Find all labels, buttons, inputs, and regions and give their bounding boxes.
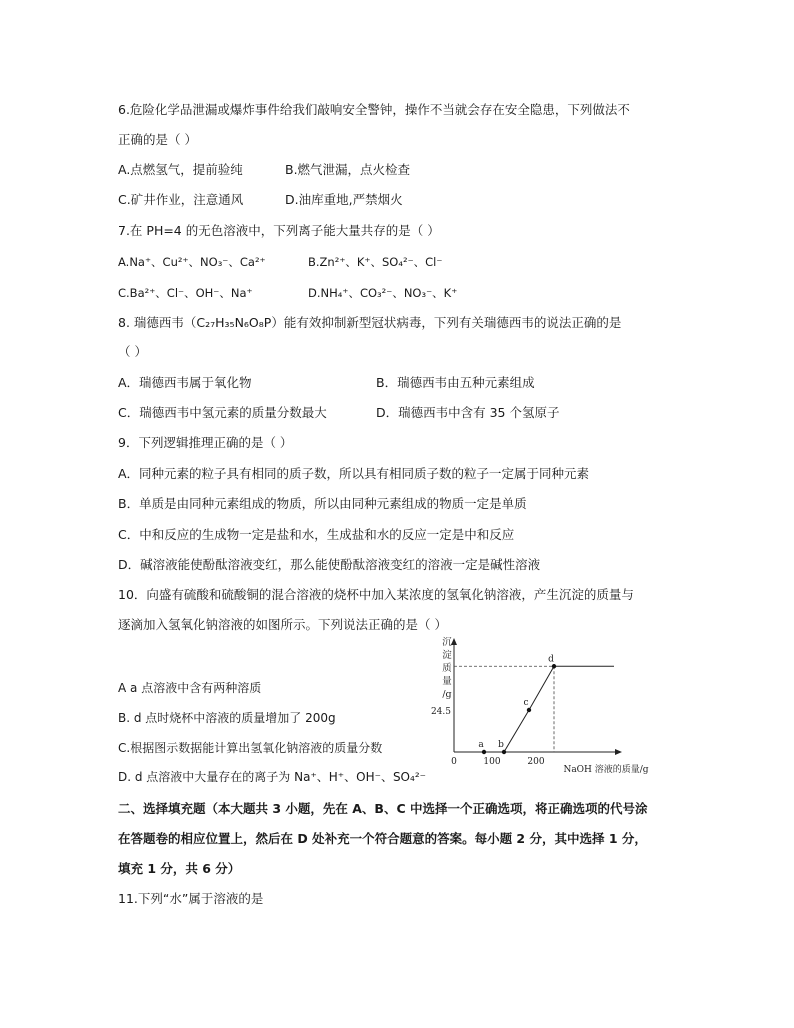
q6-stem-line1: 6.危险化学品泄漏或爆炸事件给我们敲响安全警钟，操作不当就会存在安全隐患，下列做法不 [118,102,630,117]
x-tick-200: 200 [527,757,545,767]
section2-heading-line2: 在答题卷的相应位置上，然后在 D 处补充一个符合题意的答案。每小题 2 分，其中选择 1 分， [118,831,647,846]
precipitate-series [454,654,614,754]
q10-stem-line1: 10．向盛有硫酸和硫酸铜的混合溶液的烧杯中加入某浓度的氢氧化钠溶液，产生沉淀的质量与 [118,587,634,602]
q7-option-a[interactable]: A.Na⁺、Cu²⁺、NO₃⁻、Ca²⁺ [118,255,266,269]
q10-stem-line2: 逐滴加入氢氧化钠溶液的如图所示。下列说法正确的是（ ） [118,617,447,632]
q10-chart [420,634,649,784]
q7-stem: 7.在 PH=4 的无色溶液中，下列离子能大量共存的是（ ） [118,223,440,238]
q7-option-d[interactable]: D.NH₄⁺、CO₃²⁻、NO₃⁻、K⁺ [308,286,458,300]
point-c [527,708,531,712]
point-label-b: b [498,740,504,750]
q9-option-a[interactable]: A．同种元素的粒子具有相同的质子数，所以具有相同质子数的粒子一定属于同种元素 [118,466,590,481]
q10-option-c[interactable]: C.根据图示数据能计算出氢氧化钠溶液的质量分数 [118,741,383,755]
x-axis-arrow [615,749,622,755]
q6-stem-line2: 正确的是（ ） [118,132,197,147]
y-tick-24.5: 24.5 [430,707,451,717]
q9-option-b[interactable]: B．单质是由同种元素组成的物质，所以由同种元素组成的物质一定是单质 [118,496,527,511]
q8-option-d[interactable]: D．瑞德西韦中含有 35 个氢原子 [376,405,560,420]
point-d [552,664,556,668]
y-axis-arrow [451,638,457,645]
q6-options-row2 [118,191,403,209]
q8-stem-line2: （ ） [118,344,147,359]
q7-option-c[interactable]: C.Ba²⁺、Cl⁻、OH⁻、Na⁺ [118,286,253,300]
q7-options-row2 [118,284,457,302]
x-tick-100: 100 [483,757,501,767]
point-b [502,750,506,754]
svg-text:量: 量 [442,676,452,687]
svg-text:/g: /g [442,689,452,700]
q6-option-a[interactable]: A.点燃氢气，提前验纯 [118,162,243,177]
x-tick-0: 0 [451,757,457,767]
q8-stem-line1: 8. 瑞德西韦（C₂₇H₃₅N₆O₈P）能有效抑制新型冠状病毒，下列有关瑞德西韦的说法正确的是 [118,315,622,330]
y-axis-title [442,637,452,700]
point-label-a: a [478,740,484,750]
q11-stem: 11.下列“水”属于溶液的是 [118,891,264,906]
q10-option-a[interactable]: A a 点溶液中含有两种溶质 [118,681,262,695]
q7-option-b[interactable]: B.Zn²⁺、K⁺、SO₄²⁻、Cl⁻ [308,255,443,269]
q9-option-d[interactable]: D．碱溶液能使酚酞溶液变红，那么能使酚酞溶液变红的溶液一定是碱性溶液 [118,557,541,572]
q8-option-b[interactable]: B．瑞德西韦由五种元素组成 [376,375,535,390]
point-label-d: d [548,654,554,665]
q8-option-c[interactable]: C．瑞德西韦中氢元素的质量分数最大 [118,405,327,420]
svg-text:质: 质 [442,663,452,674]
section2-heading-line3: 填充 1 分，共 6 分） [118,861,241,876]
q6-option-b[interactable]: B.燃气泄漏，点火检查 [285,162,411,177]
q8-option-a[interactable]: A．瑞德西韦属于氧化物 [118,375,252,390]
q10-option-d[interactable]: D. d 点溶液中大量存在的离子为 Na⁺、H⁺、OH⁻、SO₄²⁻ [118,770,426,784]
point-label-c: c [523,698,529,708]
q8-options-row1 [118,374,535,392]
svg-text:淀: 淀 [442,650,452,661]
svg-text:沉: 沉 [442,637,452,648]
section2-heading-line1: 二、选择填充题（本大题共 3 小题，先在 A、B、C 中选择一个正确选项，将正确选项的代号涂 [118,801,648,816]
q6-options-row1 [118,161,410,179]
q9-stem: 9．下列逻辑推理正确的是（ ） [118,435,293,450]
q8-options-row2 [118,404,559,422]
q9-option-c[interactable]: C．中和反应的生成物一定是盐和水，生成盐和水的反应一定是中和反应 [118,527,515,542]
q10-option-b[interactable]: B. d 点时烧杯中溶液的质量增加了 200g [118,711,336,725]
q6-option-d[interactable]: D.油库重地,严禁烟火 [285,192,403,207]
q7-options-row1 [118,253,442,271]
x-axis-title: NaOH 溶液的质量/g [563,765,649,775]
q6-option-c[interactable]: C.矿井作业，注意通风 [118,192,244,207]
point-a [482,750,486,754]
